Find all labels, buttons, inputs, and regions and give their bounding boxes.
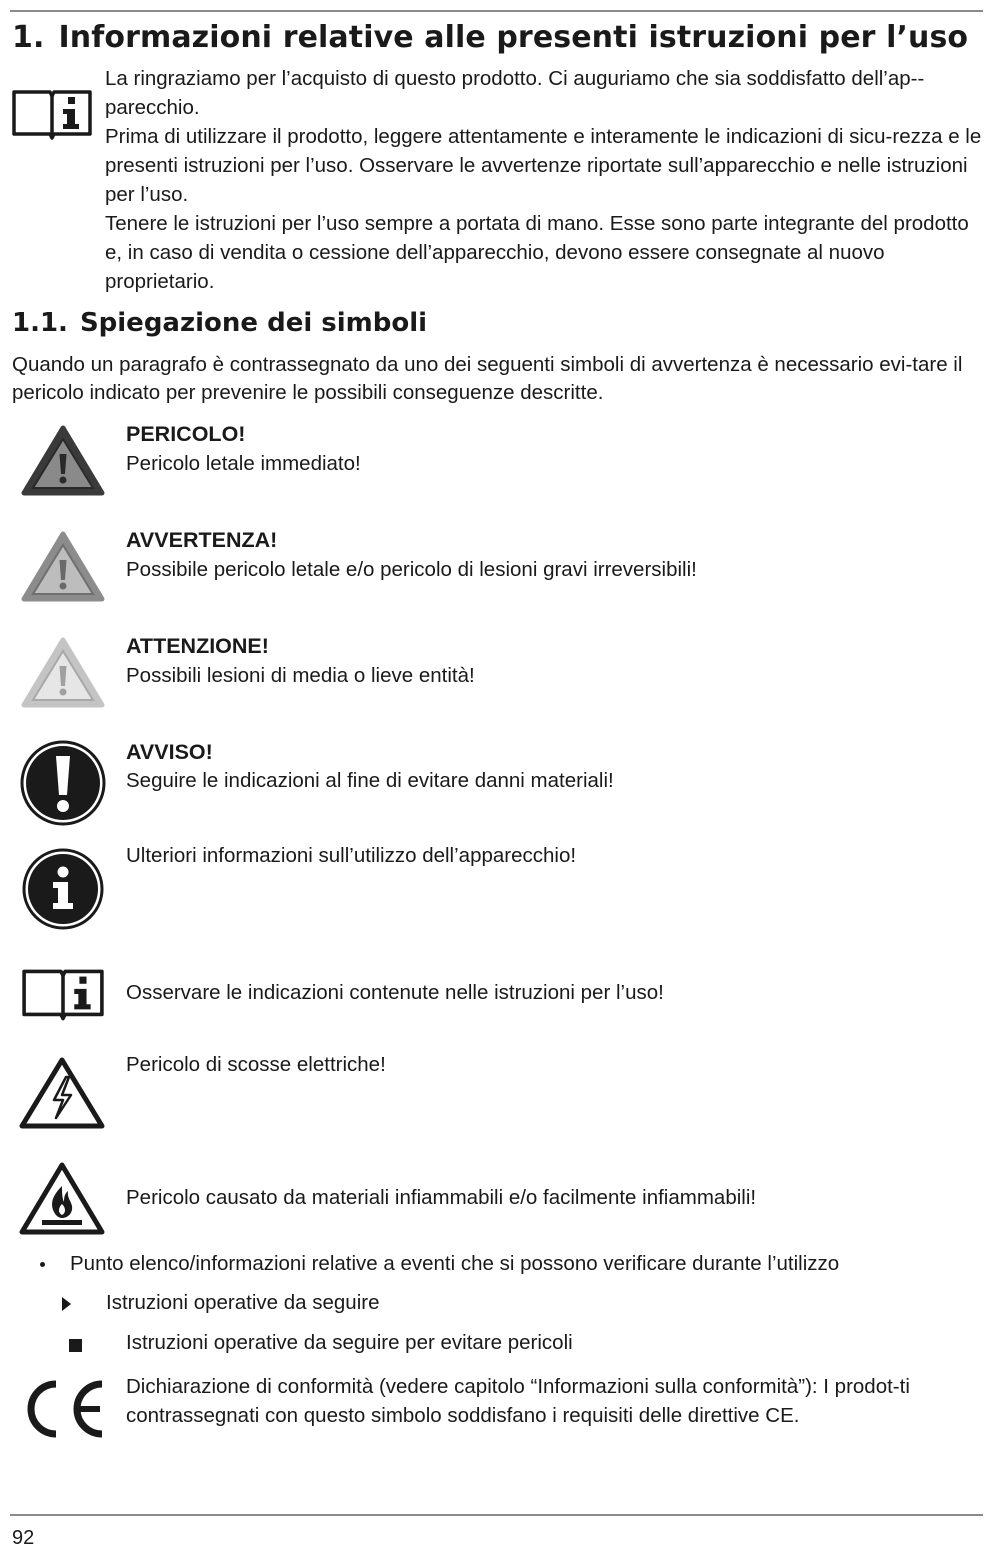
bullet-dot-icon xyxy=(40,1262,45,1267)
intro-paragraph: Tenere le istruzioni per l’uso sempre a portata di mano. Esse sono parte integrante del prodotto e, in caso di vendita o cessione dell’apparecchio, devono essere consegnate al nuovo proprietario. xyxy=(105,212,969,293)
manual-info-icon xyxy=(10,84,94,144)
symbol-description: Pericolo causato da materiali infiammabili e/o facilmente infiammabili! xyxy=(126,1186,757,1209)
symbol-title: ATTENZIONE! xyxy=(126,634,269,658)
square-bullet-icon xyxy=(69,1339,82,1352)
electric-shock-icon xyxy=(18,1055,106,1131)
square-bullet-explanation: Istruzioni operative da seguire per evitare pericoli xyxy=(126,1331,573,1354)
warning-triangle-icon xyxy=(20,530,106,604)
symbol-description: Pericolo letale immediato! xyxy=(126,452,361,475)
symbol-title: AVVISO! xyxy=(126,740,213,764)
section-heading: 1. Informazioni relative alle presenti istruzioni per l’uso xyxy=(12,20,969,55)
symbol-description: Pericolo di scosse elettriche! xyxy=(126,1053,386,1076)
subsection-heading: 1.1. Spiegazione dei simboli xyxy=(12,308,428,338)
symbol-title: AVVERTENZA! xyxy=(126,528,278,552)
intro-text xyxy=(105,64,985,296)
page-number: 92 xyxy=(12,1527,35,1549)
symbols-lead-text: Quando un paragrafo è contrassegnato da uno dei seguenti simboli di avvertenza è necessario evi-tare il pericolo indicato per prevenire le possibili conseguenze descritte. xyxy=(12,353,963,404)
top-rule xyxy=(10,10,983,12)
intro-paragraph: La ringraziamo per l’acquisto di questo prodotto. Ci auguriamo che sia soddisfatto dell’ap-parecchio. xyxy=(105,67,925,119)
bottom-rule xyxy=(10,1514,983,1516)
ce-explanation: Dichiarazione di conformità (vedere capitolo “Informazioni sulla conformità”): I prodot-ti contrassegnati con questo simbolo soddisfano i requisiti delle direttive CE. xyxy=(126,1375,910,1427)
intro-paragraph: Prima di utilizzare il prodotto, leggere attentamente e interamente le indicazioni di sicu-rezza e le presenti istruzioni per l’uso. Osservare le avvertenze riportate sull’apparecchio e nelle istruzioni per l’uso. xyxy=(105,125,982,206)
manual-info-icon xyxy=(20,962,106,1026)
symbol-description: Possibile pericolo letale e/o pericolo di lesioni gravi irreversibili! xyxy=(126,558,697,581)
symbol-description: Seguire le indicazioni al fine di evitare danni materiali! xyxy=(126,769,614,792)
arrow-bullet-explanation: Istruzioni operative da seguire xyxy=(106,1291,380,1314)
symbol-description: Osservare le indicazioni contenute nelle istruzioni per l’uso! xyxy=(126,981,664,1004)
bullet-explanation: Punto elenco/informazioni relative a eventi che si possono verificare durante l’utilizzo xyxy=(70,1252,840,1275)
arrow-bullet-icon xyxy=(62,1297,71,1311)
symbol-description: Ulteriori informazioni sull’utilizzo dell’apparecchio! xyxy=(126,844,577,867)
symbol-description: Possibili lesioni di media o lieve entità! xyxy=(126,664,475,687)
flammable-icon xyxy=(18,1160,106,1238)
caution-triangle-icon xyxy=(20,636,106,710)
symbol-title: PERICOLO! xyxy=(126,422,246,446)
notice-exclamation-icon xyxy=(20,740,106,826)
ce-mark-icon xyxy=(18,1378,108,1440)
info-circle-icon xyxy=(22,848,104,930)
danger-warning-triangle-icon xyxy=(20,424,106,498)
